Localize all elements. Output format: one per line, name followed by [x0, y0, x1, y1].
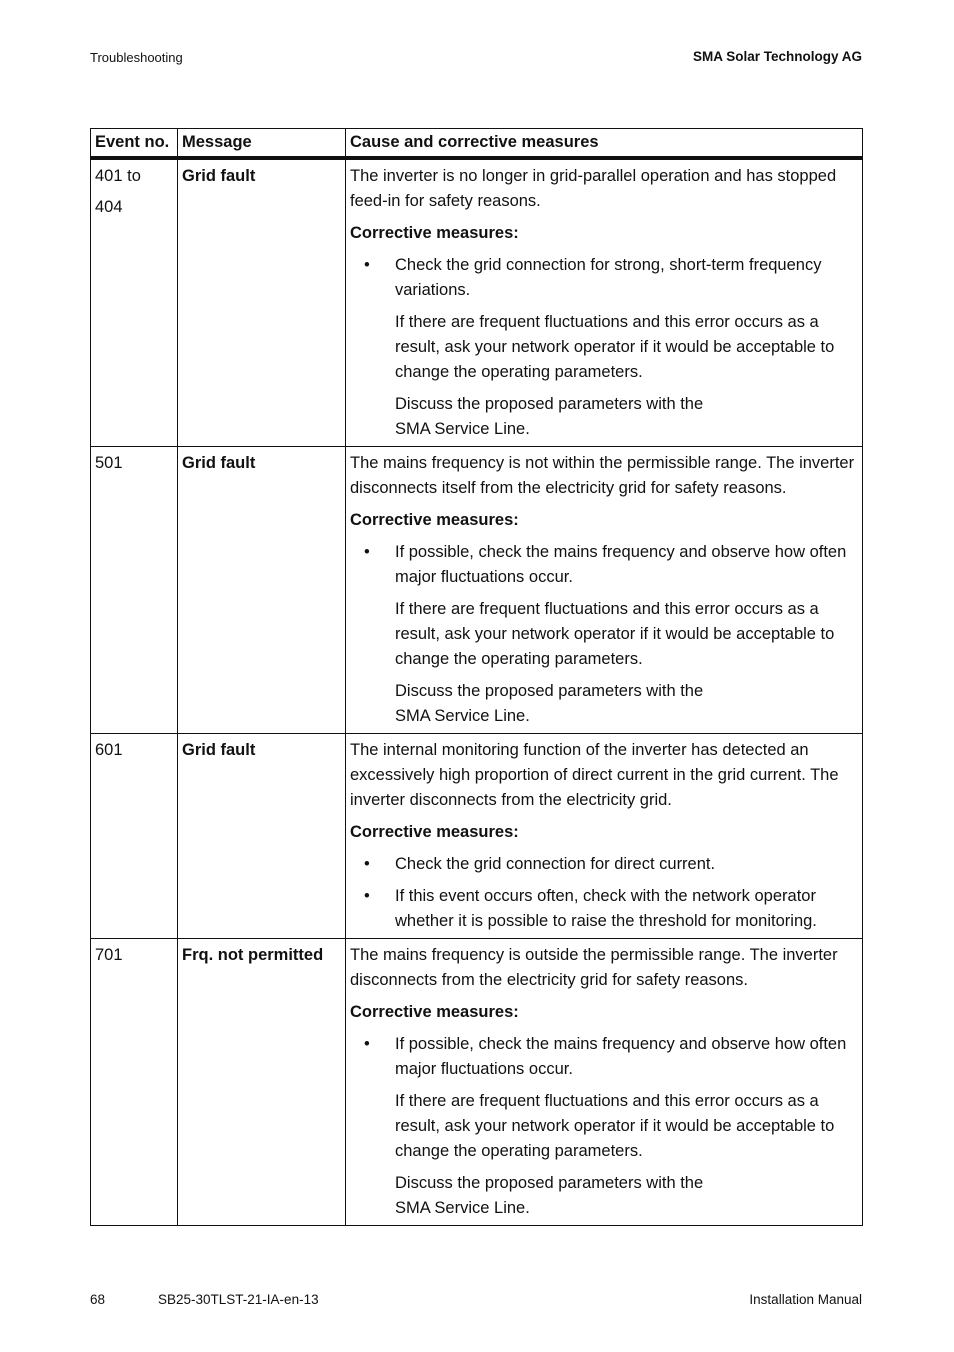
table-row — [91, 447, 863, 734]
measure-note: If there are frequent fluctuations and this error occurs as a result, ask your network operator if it would be acceptable to change the operating parameters. — [395, 313, 835, 381]
measure-note: Discuss the proposed parameters with the SMA Service Line. — [395, 682, 704, 725]
measure-bullet — [350, 1032, 858, 1082]
message-cell — [178, 158, 346, 447]
corrective-measures-heading: Corrective measures: — [350, 511, 519, 529]
message-cell — [178, 447, 346, 734]
measure-note: Discuss the proposed parameters with the SMA Service Line. — [395, 395, 704, 438]
corrective-measures-heading: Corrective measures: — [350, 823, 519, 841]
table-header-row — [91, 129, 863, 159]
bullet-icon: • — [364, 1035, 370, 1053]
message-cell — [178, 734, 346, 939]
table-row — [91, 939, 863, 1226]
event-number-cell — [91, 447, 178, 734]
cause-cell — [346, 158, 863, 447]
measure-bullet — [350, 884, 858, 934]
column-header-cause: Cause and corrective measures — [346, 129, 863, 159]
footer-page-number: 68 — [90, 1292, 106, 1307]
footer-document-id: SB25-30TLST-21-IA-en-13 — [158, 1292, 319, 1307]
event-number-cell — [91, 734, 178, 939]
cause-text: The internal monitoring function of the inverter has detected an excessively high proportion of direct current in the grid current. The inverter disconnects from the electricity grid. — [350, 741, 839, 809]
table-row — [91, 734, 863, 939]
event-number: 501 — [95, 454, 123, 472]
cause-text: The mains frequency is not within the permissible range. The inverter disconnects itself from the electricity grid for safety reasons. — [350, 454, 855, 497]
header-section: Troubleshooting — [90, 50, 183, 65]
measure-bullet — [350, 852, 858, 877]
event-message: Grid fault — [182, 167, 256, 185]
event-message: Frq. not permitted — [182, 946, 324, 964]
cause-cell — [346, 734, 863, 939]
measure-note: If there are frequent fluctuations and this error occurs as a result, ask your network operator if it would be acceptable to change the operating parameters. — [395, 600, 835, 668]
measure-note: Discuss the proposed parameters with the SMA Service Line. — [395, 1174, 704, 1217]
table-row — [91, 158, 863, 447]
cause-text: The inverter is no longer in grid-parallel operation and has stopped feed-in for safety reasons. — [350, 167, 837, 210]
event-number-cell — [91, 158, 178, 447]
message-cell — [178, 939, 346, 1226]
measure-text: If possible, check the mains frequency and observe how often major fluctuations occur. — [395, 543, 847, 586]
event-number: 601 — [95, 741, 123, 759]
measure-text: Check the grid connection for direct current. — [395, 855, 716, 873]
cause-cell — [346, 447, 863, 734]
event-table — [90, 128, 863, 1226]
bullet-icon: • — [364, 887, 370, 905]
cause-cell — [346, 939, 863, 1226]
measure-note: If there are frequent fluctuations and this error occurs as a result, ask your network operator if it would be acceptable to change the operating parameters. — [395, 1092, 835, 1160]
column-header-event-no: Event no. — [91, 129, 178, 159]
measure-text: If this event occurs often, check with the network operator whether it is possible to raise the threshold for monitoring. — [395, 887, 817, 930]
event-number-end: 404 — [95, 198, 123, 216]
event-message: Grid fault — [182, 741, 256, 759]
header-company: SMA Solar Technology AG — [692, 49, 862, 64]
measure-text: If possible, check the mains frequency and observe how often major fluctuations occur. — [395, 1035, 847, 1078]
bullet-icon: • — [364, 256, 370, 274]
measure-bullet — [350, 540, 858, 590]
measure-bullet — [350, 253, 858, 303]
event-number-cell — [91, 939, 178, 1226]
event-number: 701 — [95, 946, 123, 964]
corrective-measures-heading: Corrective measures: — [350, 224, 519, 242]
footer-document-type: Installation Manual — [749, 1292, 862, 1307]
measure-text: Check the grid connection for strong, short-term frequency variations. — [395, 256, 822, 299]
bullet-icon: • — [364, 543, 370, 561]
event-number: 401 to — [95, 167, 141, 185]
cause-text: The mains frequency is outside the permissible range. The inverter disconnects from the electricity grid for safety reasons. — [350, 946, 838, 989]
bullet-icon: • — [364, 855, 370, 873]
event-message: Grid fault — [182, 454, 256, 472]
column-header-message: Message — [178, 129, 346, 159]
corrective-measures-heading: Corrective measures: — [350, 1003, 519, 1021]
